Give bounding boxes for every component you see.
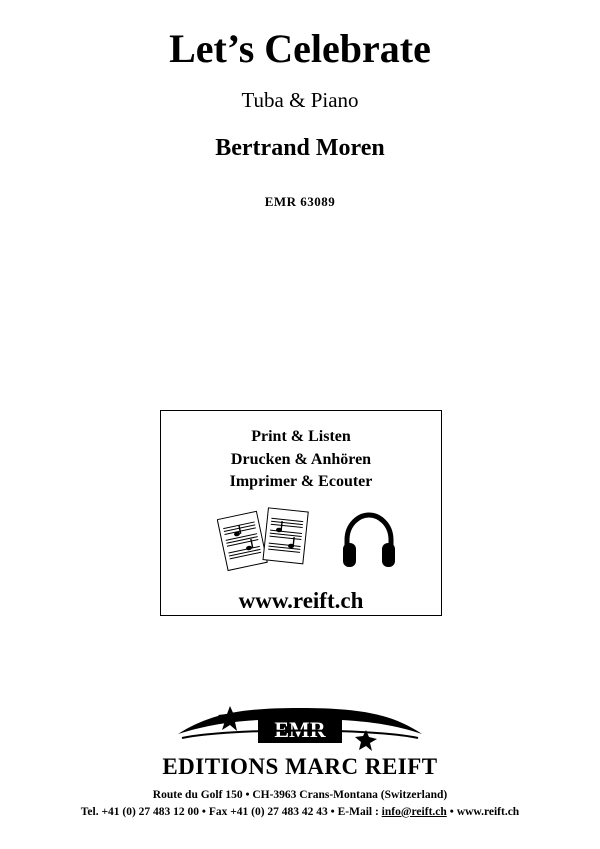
catalog-number: EMR 63089 (264, 194, 336, 209)
headphones-icon (341, 510, 397, 570)
publisher-address (0, 787, 600, 822)
svg-text:EMR: EMR (274, 716, 326, 742)
promo-line-english: Print & Listen (251, 428, 351, 445)
contact-line (0, 804, 600, 821)
bullet-separator: • (449, 805, 454, 818)
promo-box (160, 410, 442, 616)
promo-lines (161, 426, 441, 494)
email-link[interactable]: info@reift.ch (381, 805, 447, 818)
emr-logo-icon (170, 700, 430, 752)
promo-artwork (161, 500, 441, 578)
address-line: Route du Golf 150 • CH-3963 Crans-Montana (Switzerland) (152, 788, 448, 801)
instrumentation-label: Tuba & Piano (241, 88, 359, 112)
title-block (0, 26, 600, 210)
page-title: Let’s Celebrate (169, 26, 431, 71)
composer-name: Bertrand Moren (215, 135, 385, 161)
contact-prefix: Tel. +41 (0) 27 483 12 00 • Fax +41 (0) 27 483 42 43 • E-Mail : (80, 805, 382, 818)
promo-line-german: Drucken & Anhören (230, 450, 372, 468)
sheet-music-icon (217, 504, 327, 576)
promo-line-french: Imprimer & Ecouter (229, 473, 373, 491)
footer (0, 700, 600, 822)
promo-url[interactable]: www.reift.ch (238, 588, 364, 614)
website-text[interactable]: www.reift.ch (456, 805, 520, 818)
publisher-name: EDITIONS MARC REIFT (162, 753, 438, 779)
